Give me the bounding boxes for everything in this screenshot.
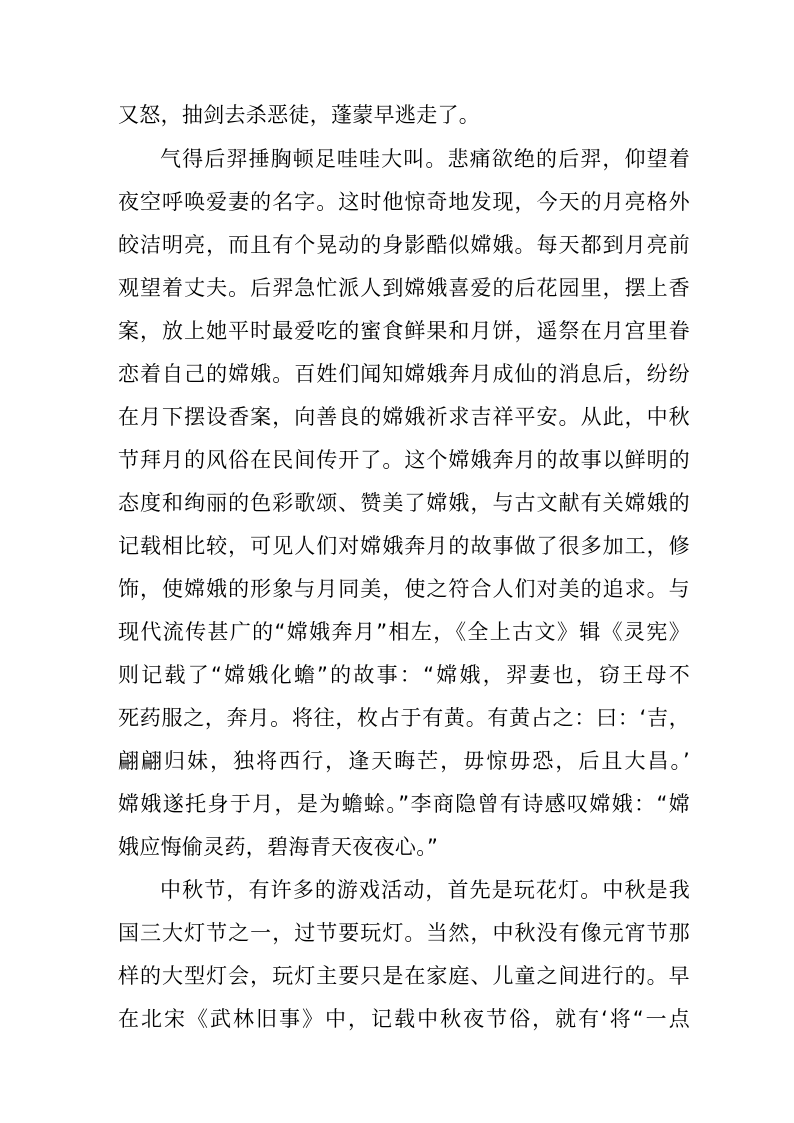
text-line: 节拜月的风俗在民间传开了。这个嫦娥奔月的故事以鲜明的	[118, 448, 690, 472]
text-line: 嫦娥遂托身于月，是为蟾蜍。”李商隐曾有诗感叹嫦娥：“嫦	[118, 792, 690, 816]
text-line: 饰，使嫦娥的形象与月同美，使之符合人们对美的追求。与	[118, 577, 690, 601]
text-line: 现代流传甚广的“嫦娥奔月”相左，《全上古文》辑《灵宪》	[118, 620, 690, 644]
text-line: 又怒，抽剑去杀恶徒，蓬蒙早逃走了。	[118, 103, 481, 127]
text-line: 气得后羿捶胸顿足哇哇大叫。悲痛欲绝的后羿，仰望着	[160, 147, 690, 171]
text-line: 死药服之，奔月。将往，枚占于有黄。有黄占之：曰：‘吉，	[118, 706, 690, 730]
text-line: 夜空呼唤爱妻的名字。这时他惊奇地发现，今天的月亮格外	[118, 190, 690, 214]
text-line: 样的大型灯会，玩灯主要只是在家庭、儿童之间进行的。早	[118, 964, 690, 988]
text-line: 记载相比较，可见人们对嫦娥奔月的故事做了很多加工，修	[118, 534, 690, 558]
text-line: 中秋节，有许多的游戏活动，首先是玩花灯。中秋是我	[160, 878, 690, 902]
text-line: 恋着自己的嫦娥。百姓们闻知嫦娥奔月成仙的消息后，纷纷	[118, 362, 690, 386]
text-line: 案，放上她平时最爱吃的蜜食鲜果和月饼，遥祭在月宫里眷	[118, 319, 690, 343]
text-line: 在月下摆设香案，向善良的嫦娥祈求吉祥平安。从此，中秋	[118, 405, 690, 429]
text-line: 皎洁明亮，而且有个晃动的身影酷似嫦娥。每天都到月亮前	[118, 233, 690, 257]
text-line: 态度和绚丽的色彩歌颂、赞美了嫦娥，与古文献有关嫦娥的	[118, 491, 690, 515]
text-line: 国三大灯节之一，过节要玩灯。当然，中秋没有像元宵节那	[118, 921, 690, 945]
text-line: 在北宋《武林旧事》中，记载中秋夜节俗，就有‘将“一点	[118, 1007, 690, 1031]
text-line: 则记载了“嫦娥化蟾”的故事：“嫦娥，羿妻也，窃王母不	[118, 663, 690, 687]
text-line: 翩翩归妹，独将西行，逢天晦芒，毋惊毋恐，后且大昌。’	[118, 749, 690, 773]
text-line: 观望着丈夫。后羿急忙派人到嫦娥喜爱的后花园里，摆上香	[118, 276, 690, 300]
text-line: 娥应悔偷灵药，碧海青天夜夜心。”	[118, 835, 439, 859]
